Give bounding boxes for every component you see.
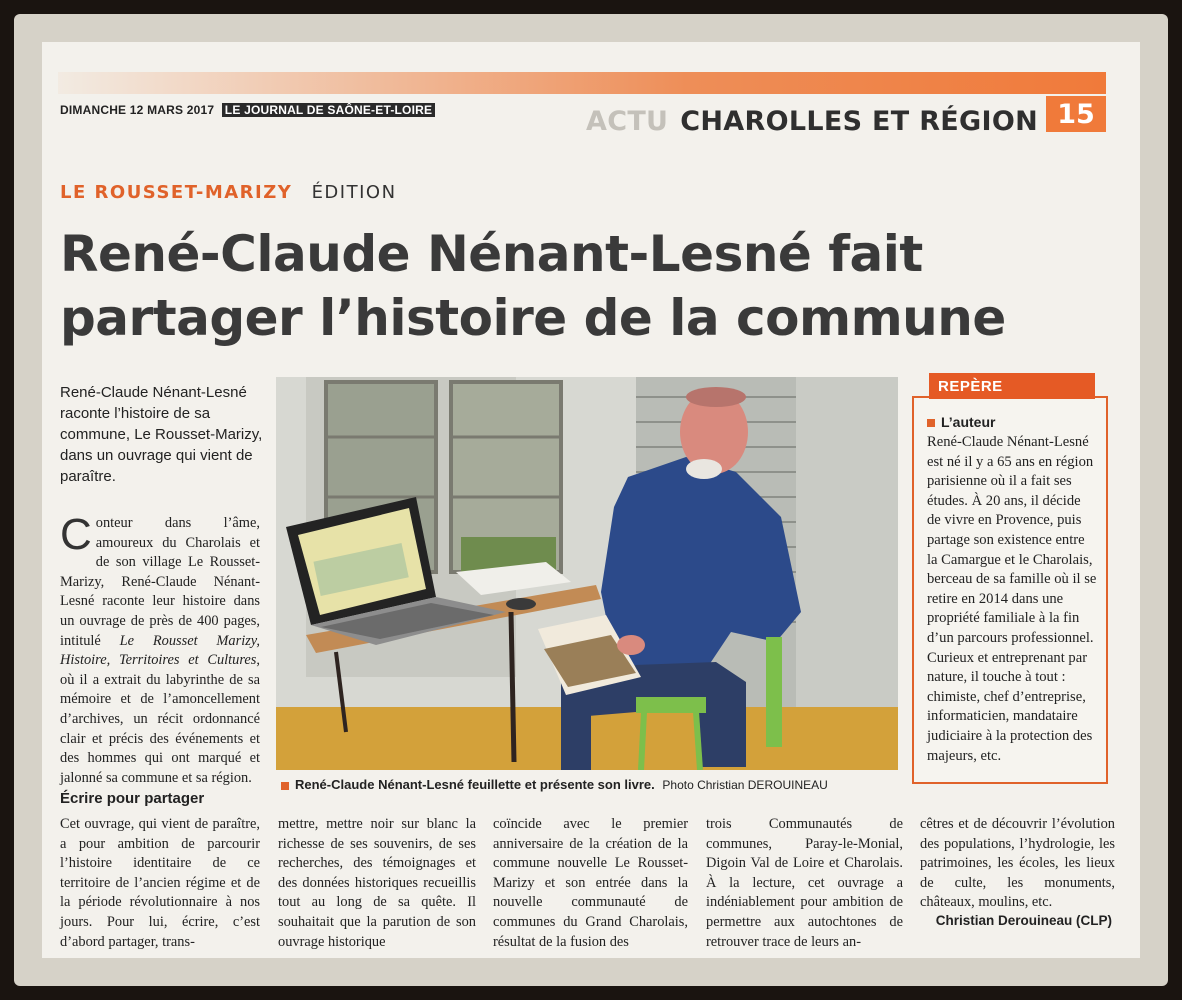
article-photo: [276, 377, 898, 770]
drop-cap: C: [60, 510, 92, 559]
dateline: [60, 103, 435, 117]
section-title: CHAROLLES ET RÉGION: [680, 106, 1038, 137]
body-column-1: Cet ouvrage, qui vient de paraître, a pour ambition de parcourir l’histoire identitaire de ce territoire de l’ancien régime et de la période révolutionnaire à nos jours. Pour lui, écrire, c’est d’abord partager, trans-: [60, 816, 260, 950]
kicker-edition: ÉDITION: [311, 182, 397, 203]
sidebar-title-text: L’auteur: [941, 414, 996, 430]
body-column-5: cêtres et de découvrir l’évolution des populations, l’hydrologie, les patrimoines, les écoles, les lieux de culte, les monuments, châteaux, moulins, etc.: [920, 816, 1115, 911]
newspaper-name: LE JOURNAL DE SAÔNE-ET-LOIRE: [222, 103, 435, 117]
photo-illustration: [276, 377, 898, 770]
kicker-place: LE ROUSSET-MARIZY: [60, 182, 293, 203]
caption-text: René-Claude Nénant-Lesné feuillette et présente son livre.: [295, 777, 655, 792]
kicker: [60, 182, 397, 203]
sidebar-title: [927, 414, 995, 430]
section-header: [586, 106, 1038, 137]
article-lead: René-Claude Nénant-Lesné raconte l’histoire de sa commune, Le Rousset-Marizy, dans un ouvrage qui vient de paraître.: [60, 384, 263, 485]
article-intro: [60, 510, 260, 788]
page-number: 15: [1046, 96, 1106, 132]
sidebar-bullet: [927, 419, 935, 427]
sidebar-text: René-Claude Nénant-Lesné est né il y a 65 ans en région parisienne où il a fait ses études. À 20 ans, il décide de vivre en Provence, puis partage son existence entre la Camargue et le Charolais, berceau de sa famille où il se retire en 2014 dans une propriété familiale à la fin d’un parcours professionnel. Curieux et entreprenant par nature, il touche à tout : chimiste, chef d’entreprise, informaticien, mandataire judiciaire à la protection des majeurs, etc.: [927, 434, 1097, 764]
section-prefix: ACTU: [586, 106, 669, 137]
body-column-3: coïncide avec le premier anniversaire de la création de la commune nouvelle Le Rousset-Marizy et son entrée dans la nouvelle communauté de communes du Grand Charolais, résultat de la fusion des: [493, 816, 688, 950]
issue-date: DIMANCHE 12 MARS 2017: [60, 103, 215, 117]
headline: René-Claude Nénant-Lesné fait partager l’histoire de la commune: [60, 225, 1006, 347]
sidebar-label: REPÈRE: [929, 373, 1095, 399]
intro-end: , où il a extrait du labyrinthe de sa mémoire et de l’amoncellement d’archives, un récit ordonnancé clair et précis des événements et des hommes qui ont marqué et jalonné sa commune et sa région.: [60, 652, 260, 786]
intro-text: onteur dans l’âme, amoureux du Charolais et de son village Le Rousset-Marizy, René-Claude Nénant-Lesné raconte leur histoire dans un ouvrage de près de 400 pages, intitulé: [60, 515, 260, 649]
body-column-2: mettre, mettre noir sur blanc la richesse de ses souvenirs, de ses recherches, des témoignages et des données historiques recueillis tout au long de sa quête. Il souhaitait que la parution de son ouvrage historique: [278, 816, 476, 950]
header-gradient-bar: [58, 72, 1106, 94]
photo-credit: Photo Christian DEROUINEAU: [662, 778, 828, 792]
byline: Christian Derouineau (CLP): [935, 913, 1112, 928]
book-title: Le Rousset Marizy, Histoire, Territoires et Cultures: [60, 632, 260, 669]
caption-bullet: [281, 782, 289, 790]
body-column-4: trois Communautés de communes, Paray-le-Monial, Digoin Val de Loire et Charolais. À la lecture, cet ouvrage a indéniablement pour ambition de permettre aux autochtones de retrouver trace de leurs an-: [706, 816, 903, 950]
subhead: Écrire pour partager: [60, 790, 205, 807]
photo-caption: [281, 777, 901, 792]
